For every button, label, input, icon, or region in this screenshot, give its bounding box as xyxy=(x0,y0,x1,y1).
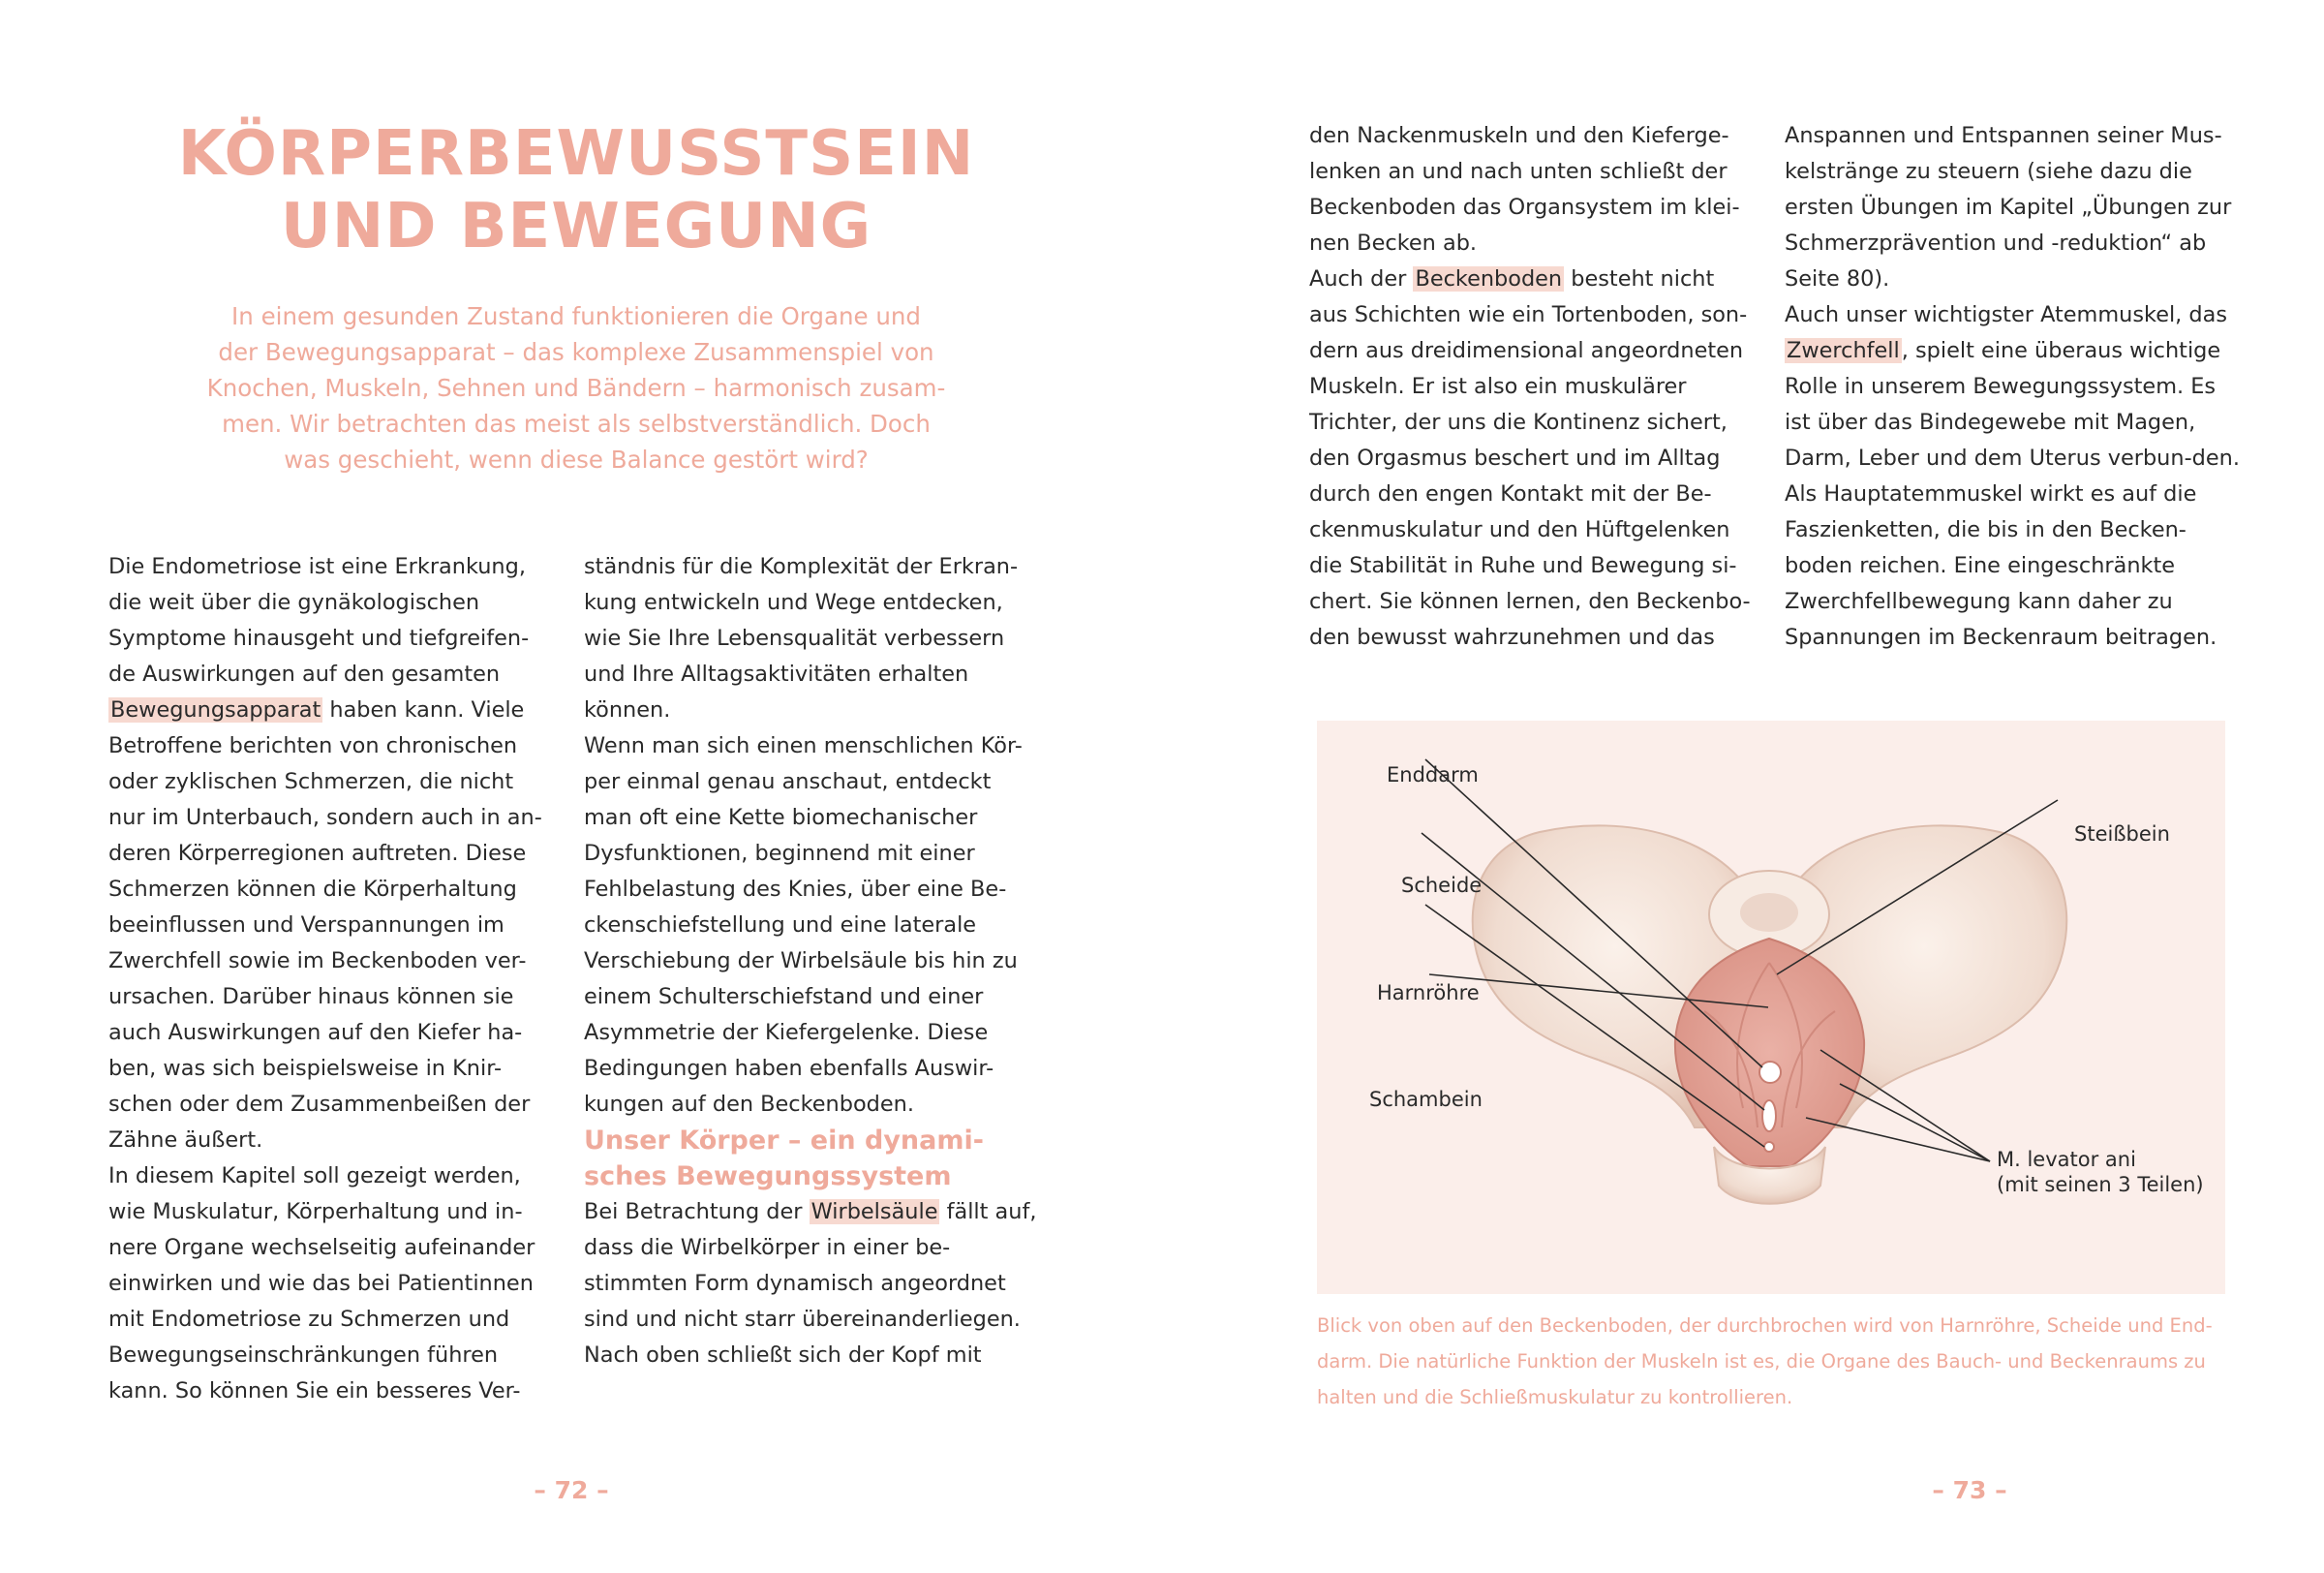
label-steissbein: Steißbein xyxy=(2074,822,2170,846)
lead-paragraph xyxy=(174,298,978,478)
body-column-4 xyxy=(1785,118,2240,656)
body-paragraph: Wenn man sich einen menschlichen Kör-per einmal genau anschaut, entdeckt man oft eine Kette biomechanischer Dysfunktionen, beginnend mit einer Fehlbelastung des Knies, über eine Be-ckenschiefstellung und eine laterale Verschiebung der Wirbelsäule bis hin zu einem Schulterschiefstand und einer Asymmetrie der Kiefergelenke. Diese Bedingungen haben ebenfalls Auswir-kungen auf den Beckenboden. xyxy=(584,733,1023,1117)
highlight-zwerchfell: Zwerchfell xyxy=(1787,338,1900,363)
lead-line: men. Wir betrachten das meist als selbstverständlich. Doch xyxy=(222,410,931,438)
levator-leader-lines xyxy=(1317,721,2225,1294)
figure-caption: Blick von oben auf den Beckenboden, der durchbrochen wird von Harnröhre, Scheide und End-darm. Die natürliche Funktion der Muskeln ist es, die Organe des Bauch- und Beckenraums zu halten und die Schließmuskulatur zu kontrollieren. xyxy=(1317,1314,2213,1408)
body-paragraph: Anspannen und Entspannen seiner Mus-kelstränge zu steuern (siehe dazu die ersten Übungen im Kapitel „Übungen zur Schmerzprävention und -reduktion“ ab Seite 80). xyxy=(1785,123,2232,292)
body-column-2 xyxy=(584,549,1039,1373)
label-enddarm: Enddarm xyxy=(1387,763,1479,786)
text-run: , spielt eine überaus wichtige Rolle in unserem Bewegungssystem. Es ist über das Bindegewebe mit Magen, Darm, Leber und dem Uterus verbun-den. Als Hauptatemmuskel wirkt es auf die Faszienketten, die bis in den Becken-boden reichen. Eine eingeschränkte Zwerchfellbewegung kann daher zu Spannungen im Beckenraum beitragen. xyxy=(1785,338,2240,650)
body-paragraph xyxy=(108,549,549,1158)
lead-line: was geschieht, wenn diese Balance gestört wird? xyxy=(284,446,869,474)
body-column-1 xyxy=(108,549,549,1409)
body-paragraph xyxy=(1785,297,2240,656)
pelvic-floor-illustration xyxy=(1317,721,2225,1294)
body-paragraph: In diesem Kapitel soll gezeigt werden, wie Muskulatur, Körperhaltung und in-nere Organe wechselseitig aufeinander einwirken und wie das bei Patientinnen mit Endometriose zu Schmerzen und Bewegungseinschränkungen führen kann. So können Sie ein besseres Ver- xyxy=(108,1163,535,1403)
highlight-wirbelsaeule: Wirbelsäule xyxy=(810,1199,938,1224)
text-run: Die Endometriose ist eine Erkrankung, die weit über die gynäkologischen Symptome hinausgeht und tiefgreifen-de Auswirkungen auf den gesamten xyxy=(108,554,530,687)
text-run: haben kann. Viele Betroffene berichten von chronischen oder zyklischen Schmerzen, die nicht nur im Unterbauch, sondern auch in an-deren Körperregionen auftreten. Diese Schmerzen können die Körperhaltung beeinflussen und Verspannungen im Zwerchfell sowie im Beckenboden ver-ursachen. Darüber hinaus können sie auch Auswirkungen auf den Kiefer ha-ben, was sich beispielsweise in Knir-schen oder dem Zusammenbeißen der Zähne äußert. xyxy=(108,697,542,1153)
lead-line: der Bewegungsapparat – das komplexe Zusammenspiel von xyxy=(218,338,934,366)
body-paragraph: den Nackenmuskeln und den Kieferge-lenken an und nach unten schließt der Beckenboden das Organsystem im klei-nen Becken ab. xyxy=(1309,123,1740,256)
body-column-3 xyxy=(1309,118,1755,656)
text-run: Bei Betrachtung der xyxy=(584,1199,810,1224)
label-levator-line2: (mit seinen 3 Teilen) xyxy=(1997,1173,2204,1196)
body-paragraph xyxy=(1309,262,1755,656)
text-run: Auch der xyxy=(1309,266,1414,292)
subheading: Unser Körper – ein dynami-sches Bewegungssystem xyxy=(584,1126,984,1191)
label-levator-line1: M. levator ani xyxy=(1997,1148,2136,1171)
chapter-title-line2: UND BEWEGUNG xyxy=(280,191,872,262)
page-number-left: – 72 – xyxy=(534,1476,609,1504)
chapter-title xyxy=(116,118,1036,263)
body-paragraph xyxy=(584,1194,1039,1373)
body-paragraph: ständnis für die Komplexität der Erkran-kung entwickeln und Wege entdecken, wie Sie Ihre Lebensqualität verbessern und Ihre Alltagsaktivitäten erhalten können. xyxy=(584,554,1019,723)
chapter-title-line1: KÖRPERBEWUSSTSEIN xyxy=(177,118,975,190)
highlight-beckenboden: Beckenboden xyxy=(1415,266,1563,292)
label-scheide: Scheide xyxy=(1401,874,1483,897)
lead-line: In einem gesunden Zustand funktionieren die Organe und xyxy=(231,302,921,330)
label-harnroehre: Harnröhre xyxy=(1377,981,1480,1004)
page-number-right: – 73 – xyxy=(1932,1476,2007,1504)
text-run: fällt auf, dass die Wirbelkörper in einer be-stimmten Form dynamisch angeordnet sind und nicht starr übereinanderliegen. Nach oben schließt sich der Kopf mit xyxy=(584,1199,1037,1368)
text-run: besteht nicht aus Schichten wie ein Tortenboden, son-dern aus dreidimensional angeordneten Muskeln. Er ist also ein muskulärer Trichter, der uns die Kontinenz sichert, den Orgasmus beschert und im Alltag durch den engen Kontakt mit der Be-ckenmuskulatur und den Hüftgelenken die Stabilität in Ruhe und Bewegung si-chert. Sie können lernen, den Beckenbo-den bewusst wahrzunehmen und das xyxy=(1309,266,1751,650)
highlight-bewegungsapparat: Bewegungsapparat xyxy=(110,697,321,723)
lead-line: Knochen, Muskeln, Sehnen und Bändern – harmonisch zusam- xyxy=(206,374,946,402)
text-run: Auch unser wichtigster Atemmuskel, das xyxy=(1785,302,2228,327)
label-schambein: Schambein xyxy=(1369,1088,1483,1111)
